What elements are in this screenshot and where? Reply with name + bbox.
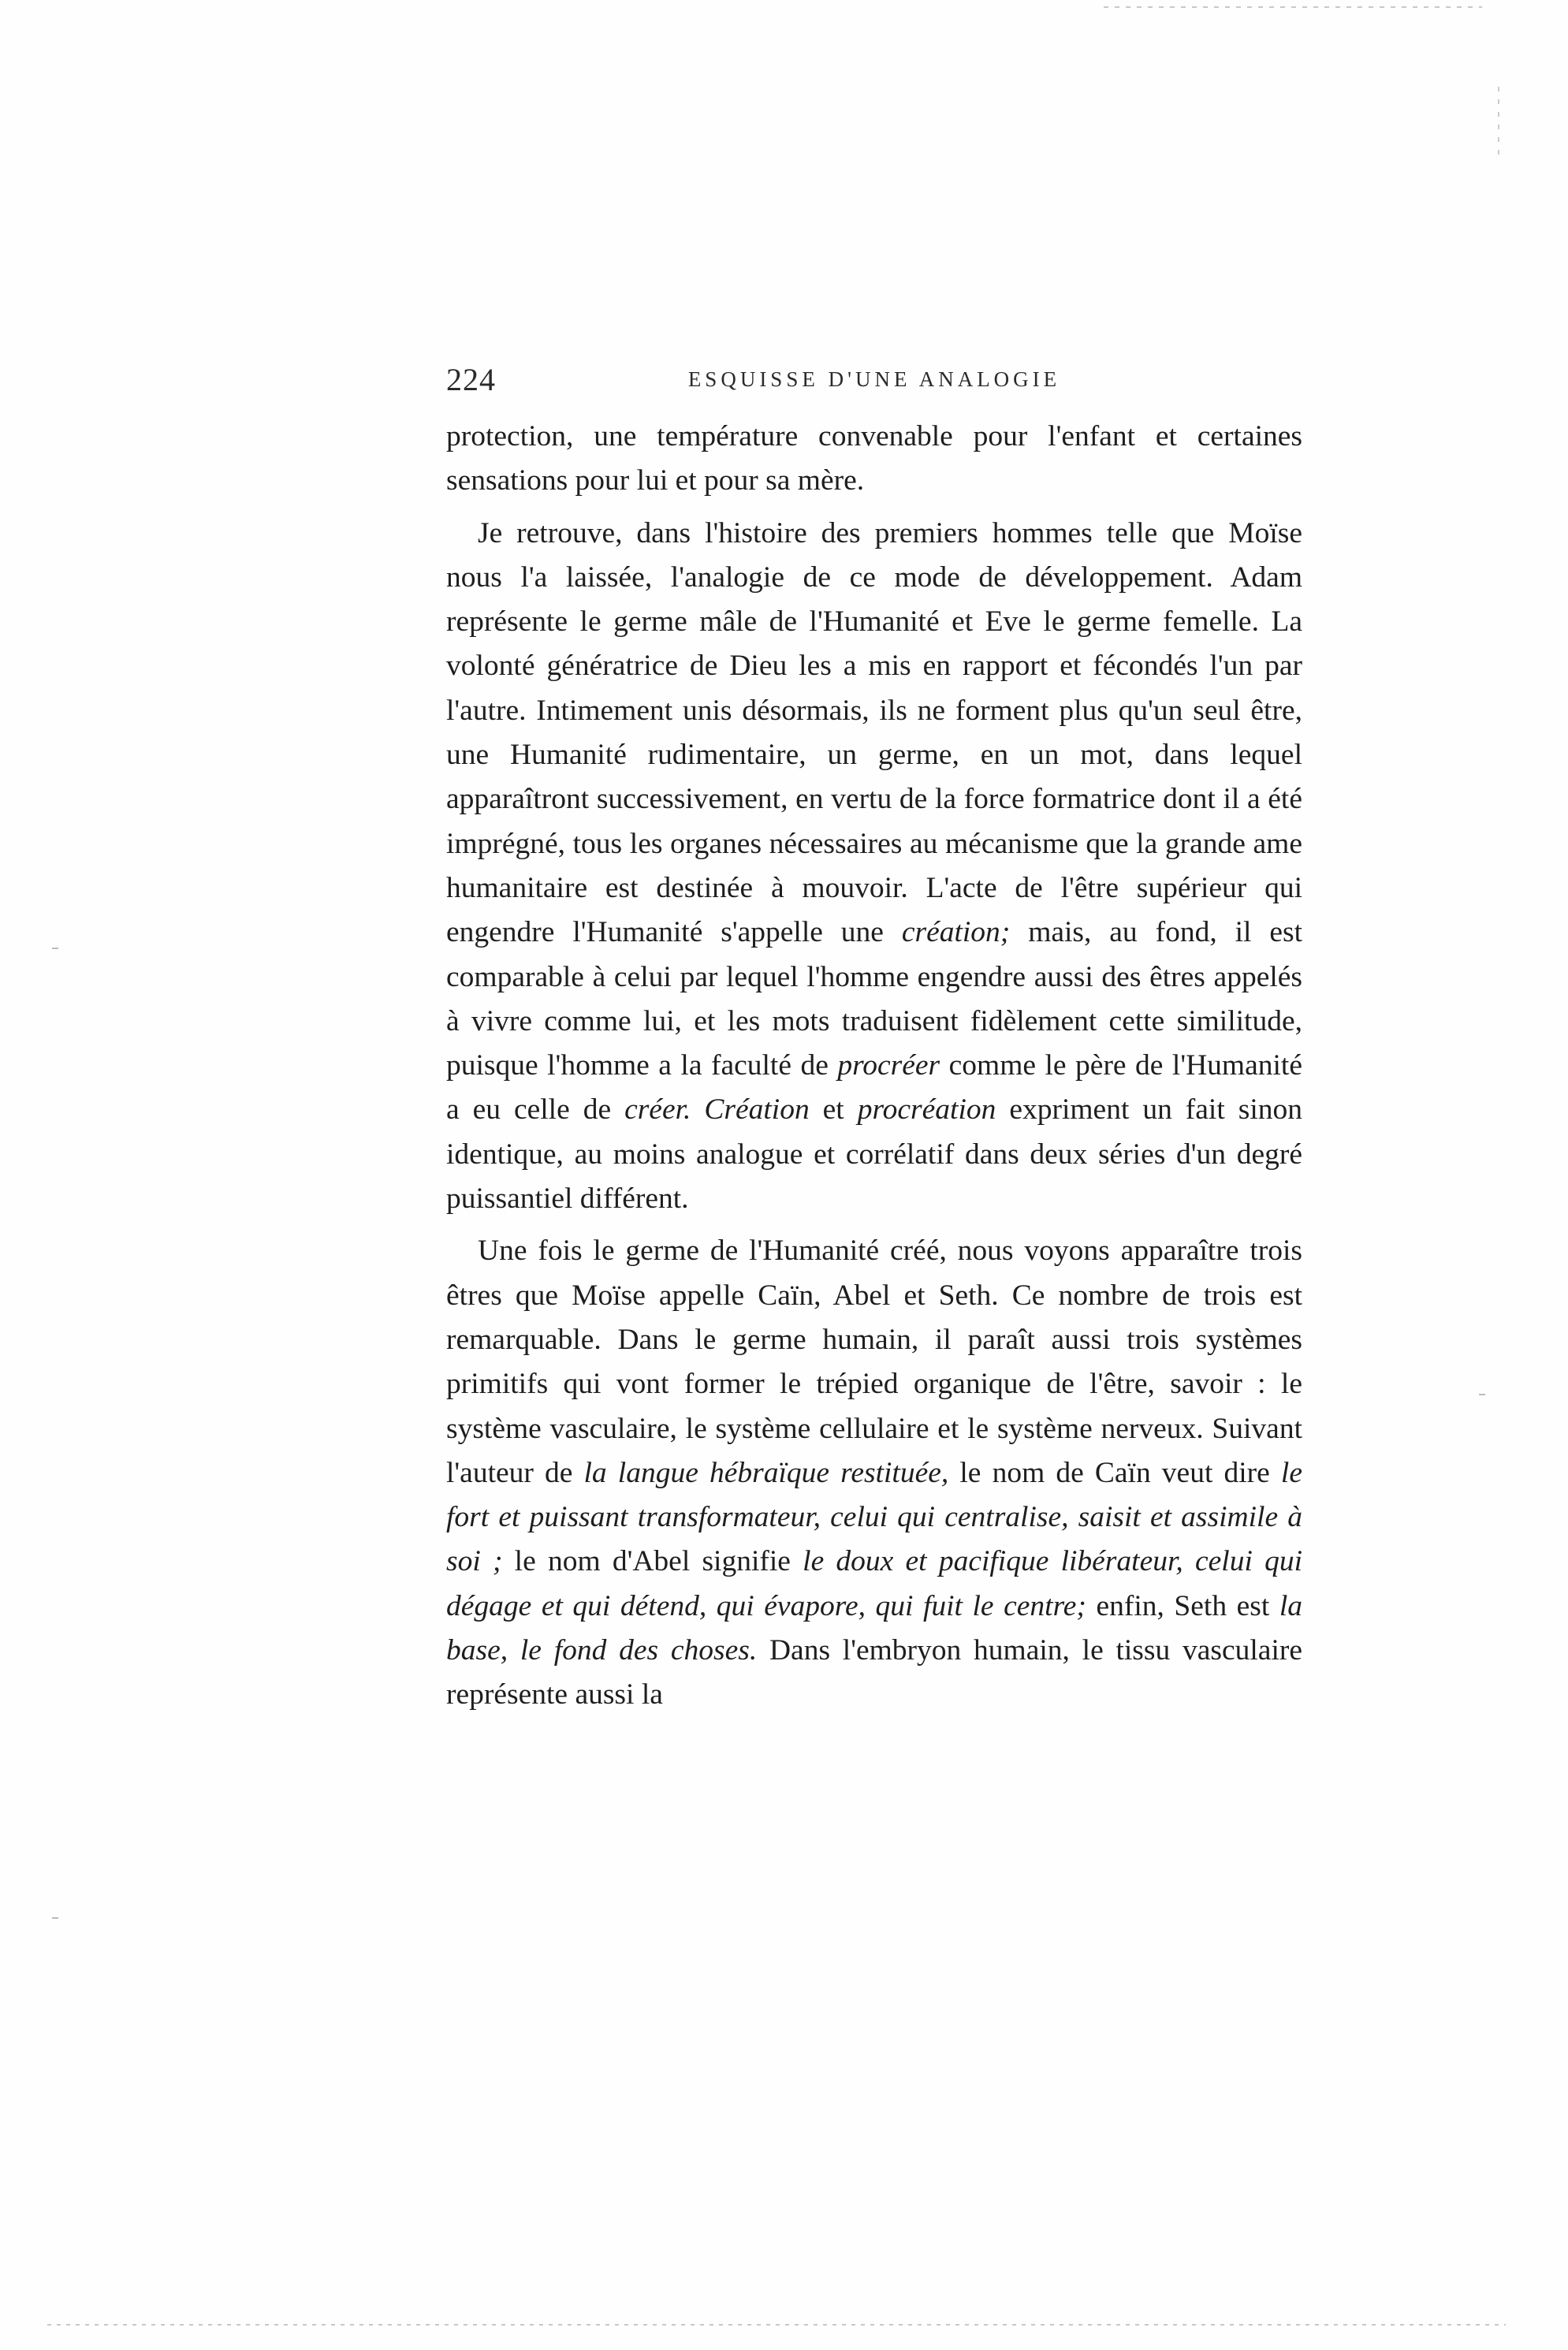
text-run: enfin, Seth est xyxy=(1086,1589,1279,1622)
italic-run: la base, le fond des choses. xyxy=(446,1589,1302,1667)
text-run: comme le père de l'Humanité a eu celle de xyxy=(446,1049,1302,1127)
scan-artifact-dot xyxy=(52,948,58,949)
text-run: protection, une température convenable pour l'enfant et certaines sensations pour lui et pour sa mère. xyxy=(446,420,1302,497)
text-run: Je retrouve, dans l'histoire des premiers hommes telle que Moïse nous l'a laissée, l'analogie de ce mode de développement. Adam représente le germe mâle de l'Humanité et Eve le germe femelle. La volonté génératrice de Dieu les a mis en rapport et fécondés l'un par l'autre. Intimement unis désormais, ils ne forment plus qu'un seul être, une Humanité rudimentaire, un germe, en un mot, dans lequel apparaîtront successivement, en vertu de la force formatrice dont il a été imprégné, tous les organes nécessaires au mécanisme que la grande ame humanitaire est destinée à mouvoir. L'acte de l'être supérieur qui engendre l'Humanité s'appelle une xyxy=(446,516,1302,949)
italic-run: procréation xyxy=(857,1093,996,1127)
text-run: expriment un fait sinon identique, au moins analogue et corrélatif dans deux séries d'un degré puissantiel différent. xyxy=(446,1093,1302,1216)
running-title: ESQUISSE D'UNE ANALOGIE xyxy=(687,367,1061,391)
italic-run: le fort et puissant transformateur, celui qui centralise, saisit et assimile à soi ; xyxy=(446,1456,1302,1578)
italic-run: la langue hébraïque restituée, xyxy=(583,1456,949,1489)
italic-run: le doux et pacifique libérateur, celui qui dégage et qui détend, qui évapore, qui fuit le centre; xyxy=(446,1545,1302,1622)
body-text xyxy=(446,415,1302,1718)
scan-artifact-dot xyxy=(52,1917,58,1919)
paragraph xyxy=(446,1229,1302,1717)
italic-run: création; xyxy=(901,916,1011,949)
scan-artifact-dot xyxy=(1479,1394,1485,1395)
text-run: Une fois le germe de l'Humanité créé, nous voyons apparaître trois êtres que Moïse appelle Caïn, Abel et Seth. Ce nombre de trois est remarquable. Dans le germe humain, il paraît aussi trois systèmes primitifs qui vont former le trépied organique de l'être, savoir : le système vasculaire, le système cellulaire et le système nerveux. Suivant l'auteur de xyxy=(446,1235,1302,1489)
text-run: mais, au fond, il est comparable à celui par lequel l'homme engendre aussi des êtres appelés à vivre comme lui, et les mots traduisent fidèlement cette similitude, puisque l'homme a la faculté de xyxy=(446,916,1302,1082)
scan-artifact-bottom xyxy=(47,2324,1506,2326)
page-header xyxy=(446,361,1302,408)
italic-run: procréer xyxy=(837,1049,940,1082)
text-run: le nom d'Abel signifie xyxy=(502,1545,803,1578)
paragraph xyxy=(446,415,1302,504)
italic-run: créer. Création xyxy=(624,1093,810,1127)
scan-artifact-top xyxy=(1104,6,1482,8)
text-run: le nom de Caïn veut dire xyxy=(948,1456,1281,1489)
scan-artifact-right xyxy=(1498,87,1499,158)
text-run: et xyxy=(809,1093,858,1127)
page-number: 224 xyxy=(446,362,496,397)
paragraph xyxy=(446,512,1302,1222)
text-run: Dans l'embryon humain, le tissu vasculaire représente aussi la xyxy=(446,1634,1302,1711)
